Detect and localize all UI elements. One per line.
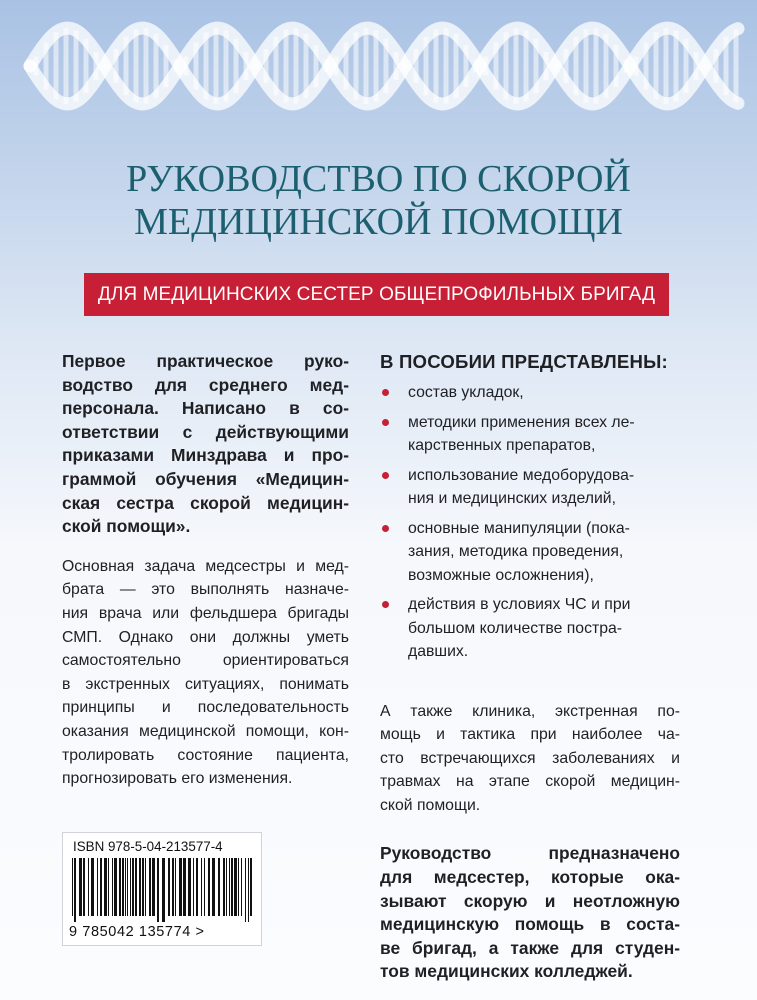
list-item: основные манипуляции (пока- зания, методика проведения, возможные осложнения), (380, 517, 680, 588)
body-line: принципы и последовательность (62, 699, 349, 717)
bullet-icon (382, 525, 389, 532)
subtitle-text: ДЛЯ МЕДИЦИНСКИХ СЕСТЕР ОБЩЕПРОФИЛЬНЫХ БРИГАД (97, 284, 656, 305)
left-column (62, 350, 349, 791)
barcode-bar (168, 858, 170, 916)
intro-line: персонала. Написано в со- (62, 398, 349, 419)
barcode-bar (74, 858, 76, 922)
body-line: СМП. Однако они должны уметь (62, 628, 349, 646)
barcode-bar (127, 858, 128, 916)
body-line: брата — это выполнять назначе- (62, 581, 349, 599)
body-line: Основная задача медсестры и мед- (62, 557, 349, 575)
barcode-bar (196, 858, 198, 916)
body-line: оказания медицинской помощи, кон- (62, 722, 349, 740)
barcode-bar (100, 858, 102, 916)
barcode-bar (193, 858, 194, 916)
body-line: тролировать состояние пациента, (62, 746, 349, 764)
purpose-line: для медсестер, которые ока- (380, 867, 680, 888)
bullet-icon (382, 601, 389, 608)
body-line: в экстренных ситуациях, понимать (62, 675, 349, 693)
title-line-1: РУКОВОДСТВО ПО СКОРОЙ (126, 158, 631, 200)
barcode-bar (208, 858, 210, 916)
barcode-bar (152, 858, 155, 916)
barcode-bar (72, 858, 73, 916)
barcode-bar (139, 858, 141, 916)
barcode-bar (212, 858, 215, 916)
barcode-bar (223, 858, 225, 916)
barcode-bar (135, 858, 137, 916)
intro-paragraph (62, 350, 349, 539)
isbn-barcode (62, 832, 262, 946)
also-paragraph (380, 700, 680, 818)
barcode-bar (218, 858, 220, 916)
intro-line: граммой обучения «Медицин- (62, 468, 349, 489)
also-line: мощь и тактика при наиболее ча- (380, 726, 680, 744)
barcode-bar (175, 858, 176, 916)
barcode-bar (132, 858, 134, 916)
body-line: прогнозировать его изменения. (62, 770, 293, 788)
barcode-bar (108, 858, 109, 916)
list-item: действия в условиях ЧС и при большом количестве постра- давших. (380, 593, 680, 664)
barcode-bar (145, 858, 146, 916)
list-item: состав укладок, (380, 381, 680, 405)
barcode-bar (79, 858, 82, 916)
barcode-bars (70, 858, 254, 922)
barcode-bar (229, 858, 230, 916)
barcode-bar (238, 858, 239, 916)
body-paragraph (62, 555, 349, 791)
barcode-bar (172, 858, 174, 916)
barcode-bar (179, 858, 182, 916)
barcode-bar (250, 858, 252, 916)
barcode-bar (183, 858, 186, 916)
barcode-bar (83, 858, 85, 916)
right-column (380, 350, 680, 984)
purpose-line: зывают скорую и неотложную (380, 890, 680, 911)
barcode-bar (241, 858, 242, 916)
dna-helix-decoration (0, 0, 757, 140)
book-title (0, 158, 757, 244)
intro-line: ской помощи». (62, 516, 191, 537)
barcode-bar (125, 858, 126, 916)
also-line: травмах на этапе скорой медицин- (380, 773, 680, 791)
barcode-bar (88, 858, 89, 916)
subtitle-banner (84, 273, 669, 316)
also-line: ской помощи. (380, 796, 481, 814)
barcode-bar (149, 858, 151, 916)
body-line: ния врача или фельдшера бригады (62, 604, 349, 622)
title-line-2: МЕДИЦИНСКОЙ ПОМОЩИ (134, 201, 623, 243)
barcode-bar (114, 858, 117, 916)
bullet-icon (382, 389, 389, 396)
barcode-bar (112, 858, 113, 916)
intro-line: ская сестра скорой медицин- (62, 492, 349, 513)
intro-line: приказами Минздрава и про- (62, 445, 349, 466)
barcode-bar (245, 858, 246, 922)
barcode-bar (226, 858, 227, 916)
purpose-line: Руководство предназначено (380, 843, 680, 864)
barcode-bar (119, 858, 121, 916)
intro-line: ответствии с действующими (62, 421, 349, 442)
intro-line: Первое практическое руко- (62, 351, 349, 371)
barcode-bar (204, 858, 205, 916)
barcode-bar (130, 858, 131, 916)
purpose-line: медицинскую помощь в соста- (380, 914, 680, 935)
barcode-bar (188, 858, 191, 916)
barcode-bar (91, 858, 94, 916)
intro-line: водство для среднего мед- (62, 374, 349, 395)
purpose-line: тов медицинских колледжей. (380, 961, 633, 982)
barcode-bar (231, 858, 233, 916)
list-item: методики применения всех ле- карственных препаратов, (380, 411, 680, 458)
list-item: использование медоборудова- ния и медицинских изделий, (380, 464, 680, 511)
barcode-bar (248, 858, 249, 922)
also-line: А также клиника, экстренная по- (380, 702, 680, 720)
contents-list (380, 381, 680, 664)
purpose-paragraph (380, 842, 680, 984)
barcode-bar (104, 858, 107, 916)
also-line: сто встречающихся заболеваниях и (380, 749, 680, 767)
barcode-bar (97, 858, 98, 916)
barcode-bar (201, 858, 202, 916)
isbn-number: ISBN 978-5-04-213577-4 (73, 839, 223, 854)
barcode-bar (162, 858, 165, 922)
contents-heading: В ПОСОБИИ ПРЕДСТАВЛЕНЫ: (380, 351, 668, 372)
bullet-icon (382, 472, 389, 479)
barcode-digits: 9 785042 135774 > (69, 924, 205, 940)
body-line: самостоятельно ориентироваться (62, 652, 349, 670)
barcode-bar (122, 858, 124, 916)
purpose-line: ве бригад, а также для студен- (380, 937, 680, 958)
barcode-bar (234, 858, 237, 916)
barcode-bar (157, 858, 159, 922)
barcode-bar (142, 858, 144, 916)
bullet-icon (382, 419, 389, 426)
